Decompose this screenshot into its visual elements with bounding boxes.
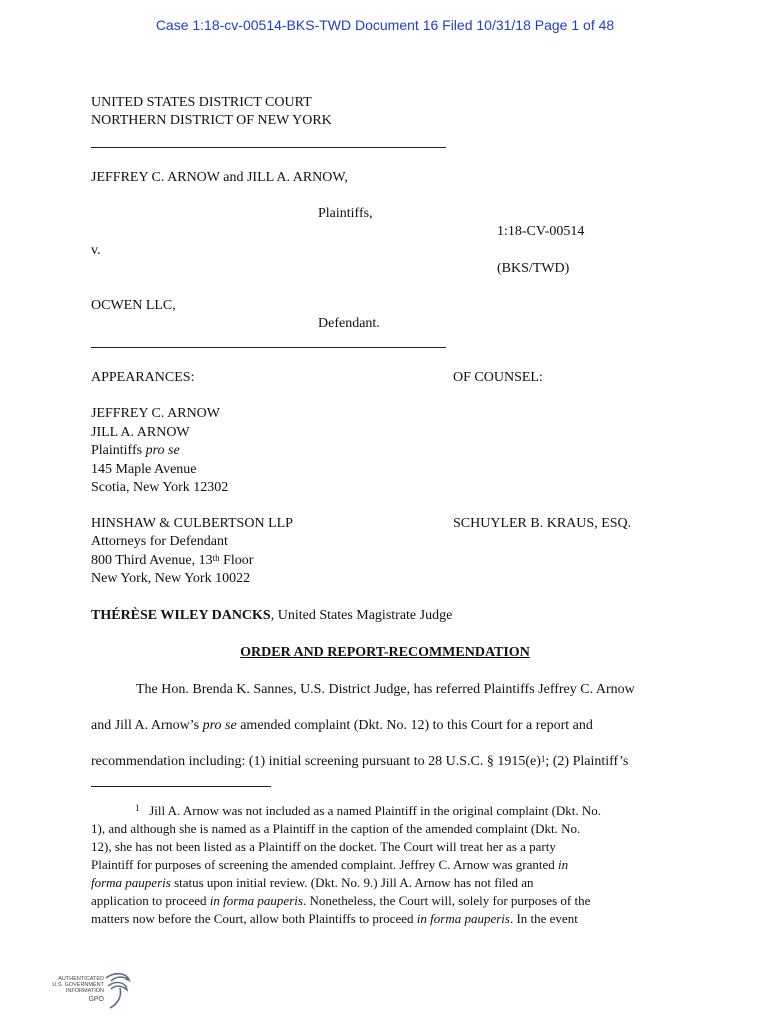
caption-rule-top [91, 147, 446, 148]
footnote-separator [91, 786, 271, 787]
judge-line: THÉRÈSE WILEY DANCKS, United States Magistrate Judge [91, 608, 453, 623]
body-line-2: and Jill A. Arnow’s pro se amended complaint (Dkt. No. 12) to this Court for a report and [91, 718, 593, 733]
plaintiff-appearance-line4: 145 Maple Avenue [91, 462, 197, 477]
gpo-eagle-icon [102, 970, 132, 1010]
plaintiff-appearance-line3: Plaintiffs pro se [91, 443, 180, 458]
body-line-3: recommendation including: (1) initial screening pursuant to 28 U.S.C. § $1915(e)^1$; (2) Plaintiff’s [91, 754, 629, 769]
appearances-label: APPEARANCES: [91, 370, 195, 385]
plaintiffs-names: JEFFREY C. ARNOW and JILL A. ARNOW, [91, 170, 348, 185]
court-name-line2: NORTHERN DISTRICT OF NEW YORK [91, 113, 332, 128]
court-name-line1: UNITED STATES DISTRICT COURT [91, 95, 312, 110]
defendant-label: Defendant. [318, 316, 380, 331]
body-line-1: The Hon. Brenda K. Sannes, U.S. District Judge, has referred Plaintiffs Jeffrey C. Arnow [136, 682, 635, 697]
versus: v. [91, 243, 101, 258]
caption-rule-bottom [91, 347, 446, 348]
plaintiff-appearance-line5: Scotia, New York 12302 [91, 480, 229, 495]
defendant-counsel: SCHUYLER B. KRAUS, ESQ. [453, 516, 632, 531]
judge-initials: (BKS/TWD) [497, 261, 570, 276]
order-title: ORDER AND REPORT-RECOMMENDATION [240, 645, 530, 660]
document-header: Case 1:18-cv-00514-BKS-TWD Document 16 Filed 10/31/18 Page 1 of 48 [155, 17, 615, 33]
plaintiff-appearance-line1: JEFFREY C. ARNOW [91, 406, 221, 421]
gpo-authentication-seal: AUTHENTICATED U.S. GOVERNMENT INFORMATION GPO [42, 970, 132, 1010]
plaintiffs-label: Plaintiffs, [318, 206, 373, 221]
footnote: $^1$ Jill A. Arnow was not included as a named Plaintiff in the original complaint (Dkt. No. 1), and although she is named as a Plaintiff in the caption of the amended complaint (Dkt. No. 12), she has not been listed as a Plaintiff on the docket. The Court will treat her as a party Plaintiff for purposes of screening the amended complaint. Jeffrey C. Arnow was granted in forma pauperis status upon initial review. (Dkt. No. 9.) Jill A. Arnow has not filed an application to proceed in forma pauperis. Nonetheless, the Court will, solely for purposes of the matters now before the Court, allow both Plaintiffs to proceed in forma pauperis. In the event [91, 803, 602, 926]
footnote-marker: 1 [135, 803, 140, 813]
defendant-name: OCWEN LLC, [91, 298, 176, 313]
plaintiff-appearance-line2: JILL A. ARNOW [91, 425, 190, 440]
defendant-appearance-line4: New York, New York 10022 [91, 571, 251, 586]
case-number: 1:18-CV-00514 [497, 224, 585, 239]
defendant-appearance-line3: 800 Third Avenue, 13th Floor [91, 553, 254, 568]
defendant-appearance-line2: Attorneys for Defendant [91, 534, 228, 549]
of-counsel-label: OF COUNSEL: [453, 370, 543, 385]
defendant-appearance-line1: HINSHAW & CULBERTSON LLP [91, 516, 293, 531]
